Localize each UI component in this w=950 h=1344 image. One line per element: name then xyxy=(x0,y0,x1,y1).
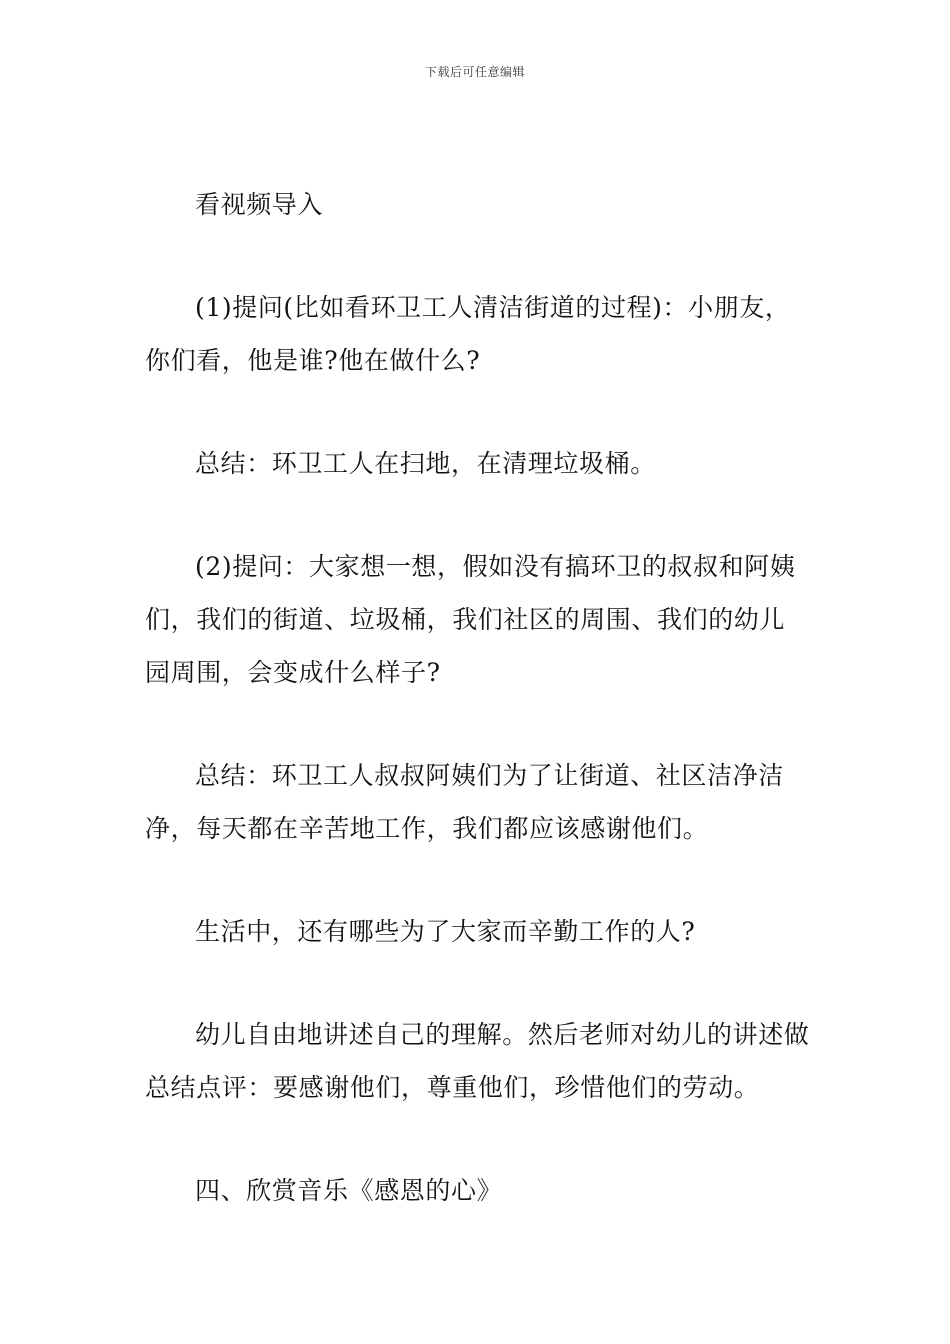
document-body xyxy=(145,178,810,1267)
paragraph-question-3: 生活中，还有哪些为了大家而辛勤工作的人? xyxy=(195,917,696,946)
paragraph-summary-2: 总结：环卫工人叔叔阿姨们为了让街道、社区洁净洁净，每天都在辛苦地工作，我们都应该感谢他们。 xyxy=(145,761,784,843)
paragraph-video-intro: 看视频导入 xyxy=(195,190,324,219)
paragraph-children-discussion: 幼儿自由地讲述自己的理解。然后老师对幼儿的讲述做总结点评：要感谢他们，尊重他们，珍惜他们的劳动。 xyxy=(145,1020,810,1102)
paragraph-question-2: (2)提问：大家想一想，假如没有搞环卫的叔叔和阿姨们，我们的街道、垃圾桶，我们社区的周围、我们的幼儿园周围，会变成什么样子? xyxy=(145,552,796,687)
paragraph-summary-1: 总结：环卫工人在扫地，在清理垃圾桶。 xyxy=(195,449,656,478)
paragraph-section-four: 四、欣赏音乐《感恩的心》 xyxy=(195,1176,503,1205)
page-header: 下载后可任意编辑 xyxy=(424,65,525,79)
paragraph-question-1: (1)提问(比如看环卫工人清洁街道的过程)：小朋友，你们看，他是谁?他在做什么? xyxy=(145,293,791,375)
